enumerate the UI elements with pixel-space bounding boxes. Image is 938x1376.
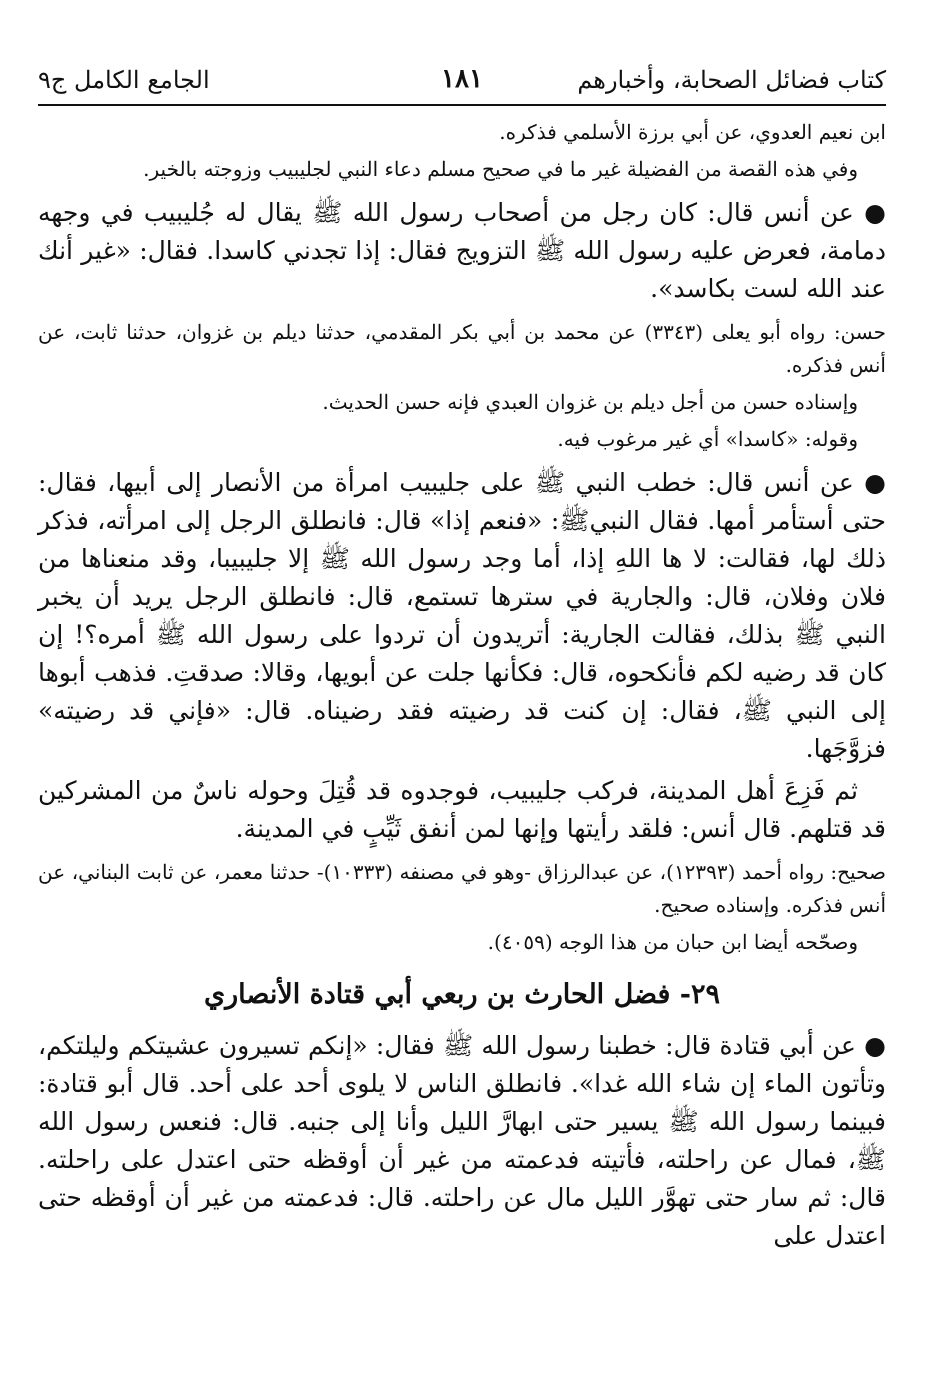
page-number: ١٨١	[441, 64, 483, 94]
footnote-continuation: ابن نعيم العدوي، عن أبي برزة الأسلمي فذكره.	[499, 120, 886, 144]
book-volume-title: الجامع الكامل ج٩	[38, 66, 210, 94]
hadith-paragraph: ● عن أبي قتادة قال: خطبنا رسول الله ﷺ فقال: «إنكم تسيرون عشيتكم وليلتكم، وتأتون الماء إن شاء الله غدا». فانطلق الناس لا يلوى أحد على أحد. قال أبو قتادة: فبينما رسول الله ﷺ يسير حتى ابهارَّ الليل وأنا إلى جنبه. قال: فنعس رسول الله ﷺ، فمال عن راحلته، فأتيته فدعمته من غير أن أوقظه حتى اعتدل على راحلته. قال: ثم سار حتى تهوَّر الليل مال عن راحلته. قال: فدعمته من غير أن أوقظه حتى اعتدل على	[38, 1031, 886, 1250]
page-header	[38, 58, 886, 106]
commentary-paragraph: وفي هذه القصة من الفضيلة غير ما في صحيح مسلم دعاء النبي لجليبيب وزوجته بالخير.	[143, 157, 858, 181]
book-page	[38, 58, 886, 1255]
grading-paragraph: صحيح: رواه أحمد (١٢٣٩٣)، عن عبدالرزاق -وهو في مصنفه (١٠٣٣٣)- حدثنا معمر، عن ثابت البناني، عن أنس فذكره. وإسناده صحيح.	[38, 860, 886, 917]
hadith-paragraph: ● عن أنس قال: خطب النبي ﷺ على جليبيب امرأة من الأنصار إلى أبيها، فقال: حتى أستأمر أمها. فقال النبيﷺ: «فنعم إذا» قال: فانطلق الرجل إلى امرأته، فذكر ذلك لها، فقالت: لا ها اللهِ إذا، أما وجد رسول الله ﷺ إلا جليبيبا، وقد منعناها من فلان وفلان، قال: والجارية في سترها تستمع، قال: فانطلق الرجل يريد أن يخبر النبي ﷺ بذلك، فقالت الجارية: أتريدون أن تردوا على رسول الله ﷺ أمره؟! إن كان قد رضيه لكم فأنكحوه، قال: فكأنها جلت عن أبويها، وقالا: صدقتِ. فذهب أبوها إلى النبي ﷺ، فقال: إن كنت قد رضيته فقد رضيناه. قال: «فإني قد رضيته» فزوَّجَها.	[38, 468, 886, 763]
section-heading: ٢٩- فضل الحارث بن ربعي أبي قتادة الأنصاري	[204, 979, 720, 1010]
hadith-paragraph: ثم فَزِعَ أهل المدينة، فركب جليبيب، فوجدوه قد قُتِلَ وحوله ناسٌ من المشركين قد قتلهم. قال أنس: فلقد رأيتها وإنها لمن أنفق ثَيِّبٍ في المدينة.	[38, 776, 886, 843]
commentary-paragraph: وقوله: «كاسدا» أي غير مرغوب فيه.	[557, 427, 858, 451]
page-content	[38, 116, 886, 1255]
commentary-paragraph: وصحّحه أيضا ابن حبان من هذا الوجه (٤٠٥٩).	[487, 930, 858, 954]
commentary-paragraph: وإسناده حسن من أجل ديلم بن غزوان العبدي فإنه حسن الحديث.	[322, 390, 858, 414]
book-chapter-title: كتاب فضائل الصحابة، وأخبارهم	[577, 66, 886, 94]
grading-paragraph: حسن: رواه أبو يعلى (٣٣٤٣) عن محمد بن أبي بكر المقدمي، حدثنا ديلم بن غزوان، حدثنا ثابت، عن أنس فذكره.	[38, 320, 887, 377]
hadith-paragraph: ● عن أنس قال: كان رجل من أصحاب رسول الله ﷺ يقال له جُليبيب في وجهه دمامة، فعرض عليه رسول الله ﷺ التزويج فقال: إذا تجدني كاسدا. فقال: «غير أنك عند الله لست بكاسد».	[38, 198, 886, 303]
